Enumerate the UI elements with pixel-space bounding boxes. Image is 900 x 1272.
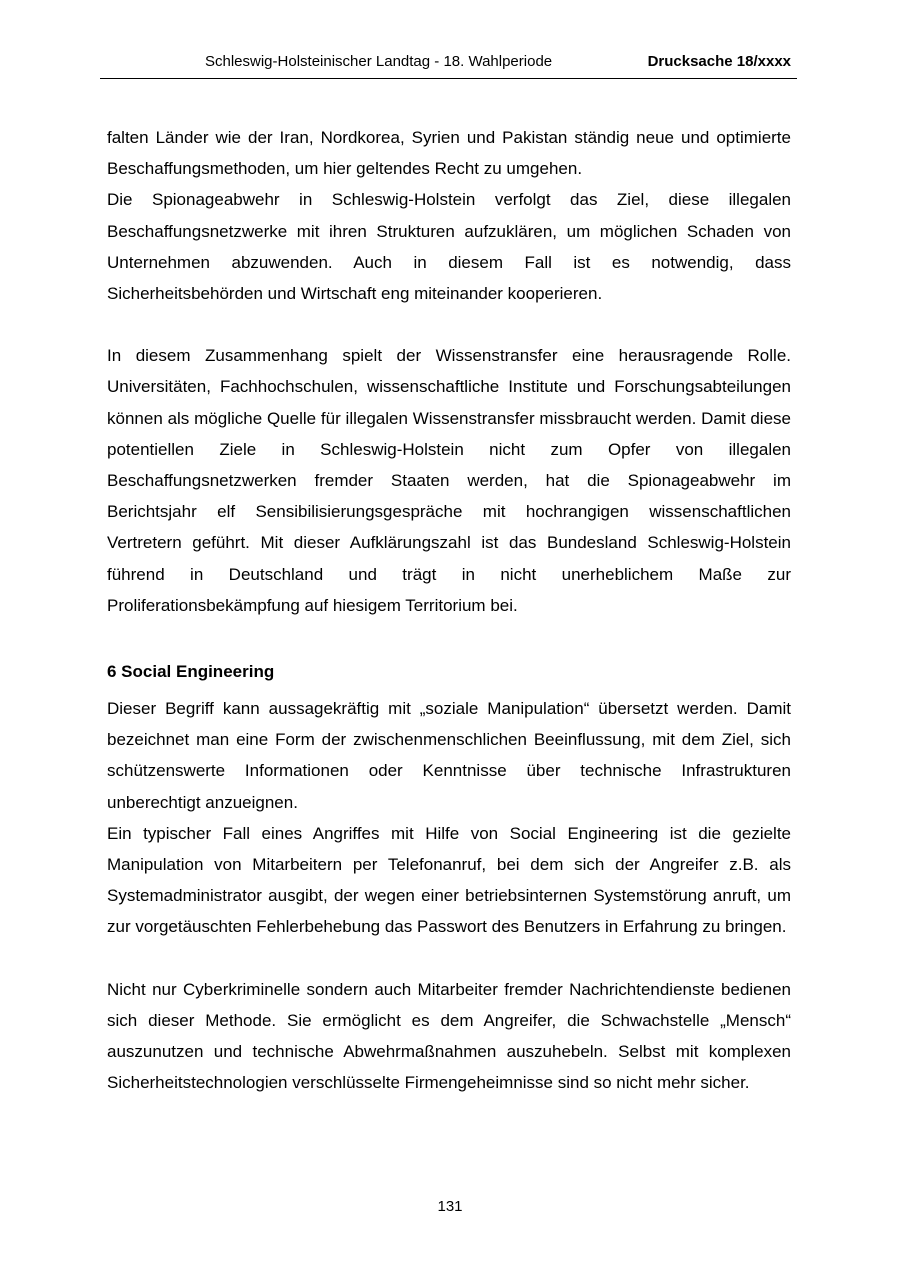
paragraph-typischer-fall: Ein typischer Fall eines Angriffes mit Hilfe von Social Engineering ist die gezielte Manipulation von Mitarbeitern per Telefonanruf, bei dem sich der Angreifer z.B. als Systemadministrator ausgibt, der wegen einer betriebsinternen Systemstörung anruft, um zur vorgetäuschten Fehlerbehebung das Passwort des Benutzers in Erfahrung zu bringen.	[107, 823, 791, 937]
page-number: 131	[437, 1198, 463, 1215]
paragraph-nachrichtendienste: Nicht nur Cyberkriminelle sondern auch Mitarbeiter fremder Nachrichtendienste bedienen sich dieser Methode. Sie ermöglicht es dem Angreifer, die Schwachstelle „Mensch“ auszunutzen und technische Abwehrmaßnahmen auszuhebeln. Selbst mit komplexen Sicherheitstechnologien verschlüsselte Firmengeheimnisse sind so nicht mehr sicher.	[107, 979, 791, 1093]
section-heading: 6 Social Engineering	[107, 662, 275, 682]
paragraph-beschaffungsmethoden: falten Länder wie der Iran, Nordkorea, Syrien und Pakistan ständig neue und optimierte Beschaffungsmethoden, um hier geltendes Recht zu umgehen.	[107, 128, 791, 179]
paragraph-spionageabwehr: Die Spionageabwehr in Schleswig-Holstein verfolgt das Ziel, diese illegalen Beschaffungsnetzwerke mit ihren Strukturen aufzuklären, um möglichen Schaden von Unternehmen abzuwenden. Auch in diesem Fall ist es notwendig, dass Sicherheitsbehörden und Wirtschaft eng miteinander kooperieren.	[107, 190, 791, 304]
document-body	[107, 122, 791, 1098]
paragraph-begriff-definition: Dieser Begriff kann aussagekräftig mit „soziale Manipulation“ übersetzt werden. Damit bezeichnet man eine Form der zwischenmenschlichen Beeinflussung, mit dem Ziel, sich schützenswerte Informationen oder Kenntnisse über technische Infrastrukturen unberechtigt anzueignen.	[107, 699, 791, 812]
page-header	[100, 50, 797, 79]
paragraph-wissenstransfer: In diesem Zusammenhang spielt der Wissenstransfer eine herausragende Rolle. Universitäten, Fachhochschulen, wissenschaftliche Institute und Forschungsabteilungen können als mögliche Quelle für illegalen Wissenstransfer missbraucht werden. Damit diese potentiellen Ziele in Schleswig-Holstein nicht zum Opfer von illegalen Beschaffungsnetzwerken fremder Staaten werden, hat die Spionageabwehr im Berichtsjahr elf Sensibilisierungsgespräche mit hochrangigen wissenschaftlichen Vertretern geführt. Mit dieser Aufklärungszahl ist das Bundesland Schleswig-Holstein führend in Deutschland und trägt in nicht unerheblichem Maße zur Proliferationsbekämpfung auf hiesigem Territorium bei.	[107, 346, 791, 615]
document-number: Drucksache 18/xxxx	[647, 53, 791, 70]
header-title: Schleswig-Holsteinischer Landtag - 18. Wahlperiode	[205, 53, 553, 70]
